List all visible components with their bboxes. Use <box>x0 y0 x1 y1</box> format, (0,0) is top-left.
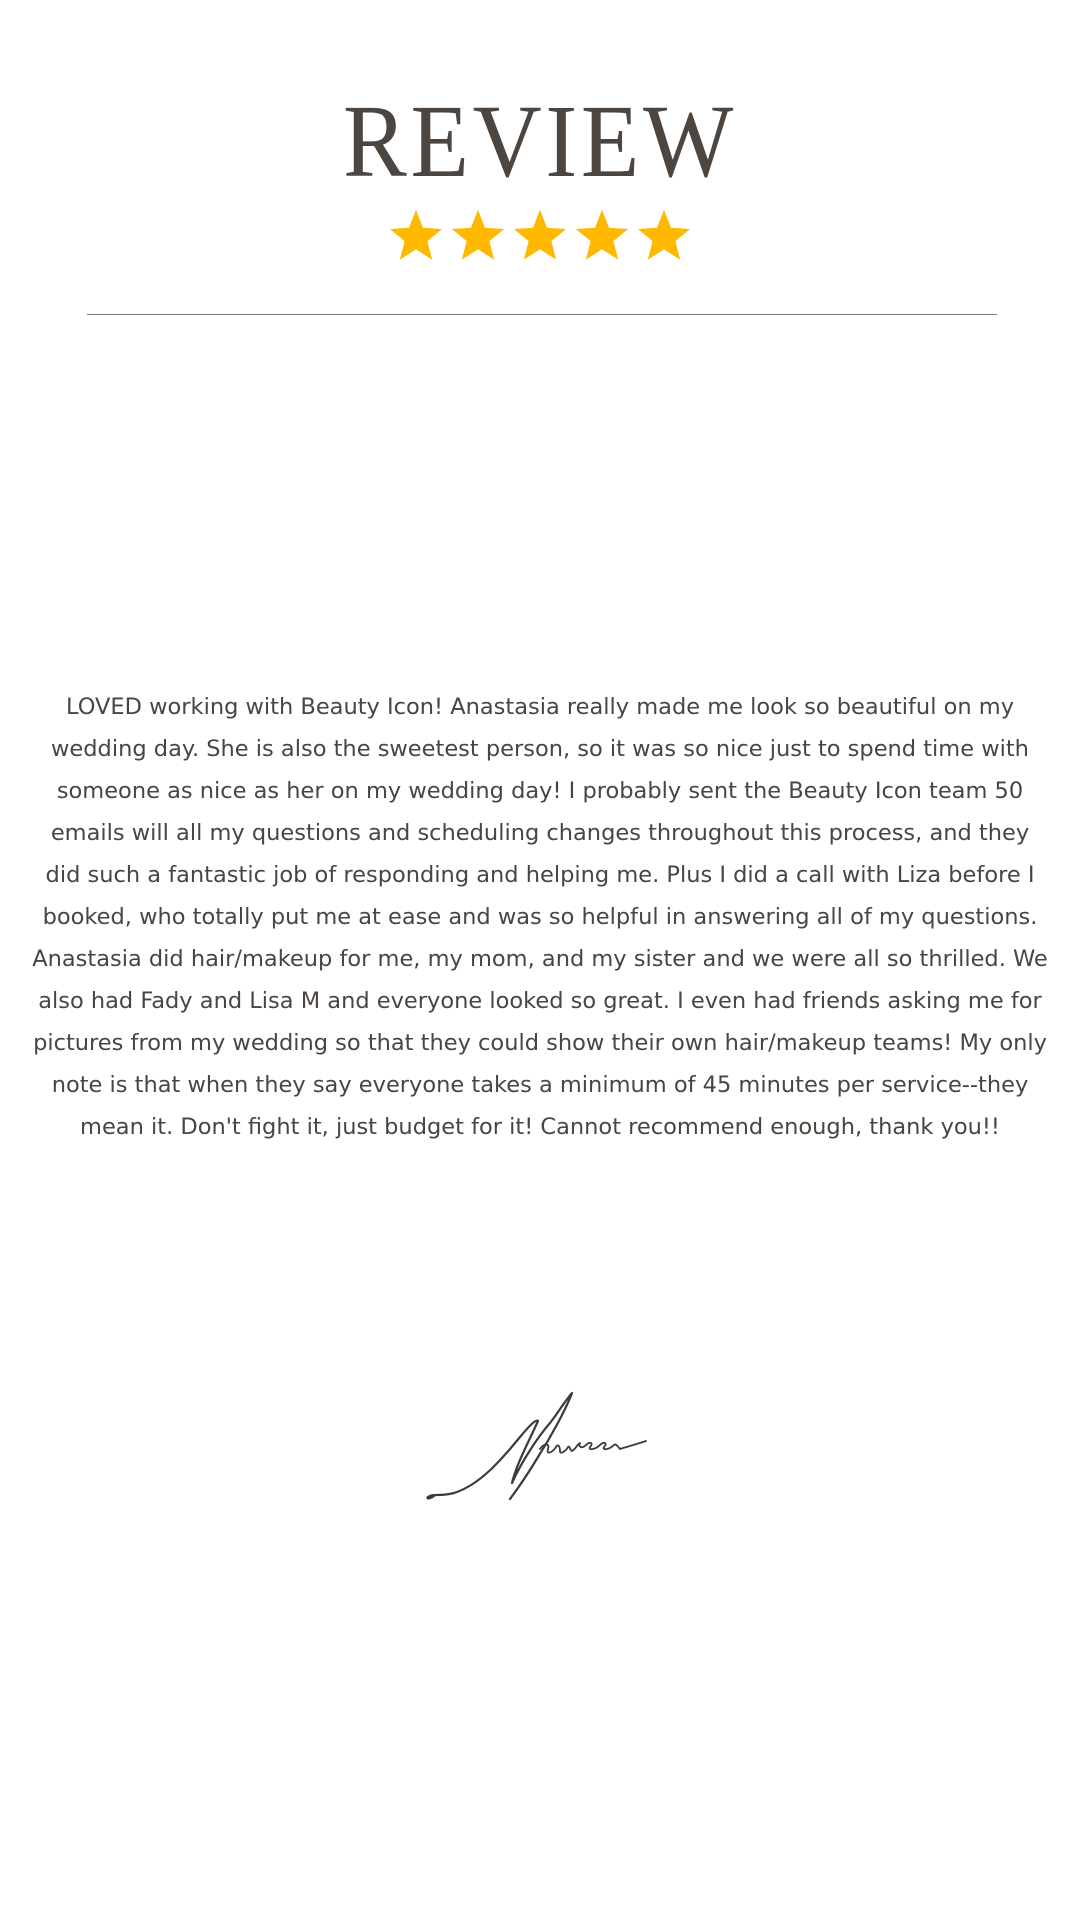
star-icon <box>449 207 507 265</box>
star-icon <box>573 207 631 265</box>
review-text: LOVED working with Beauty Icon! Anastasia really made me look so beautiful on my wedding day. She is also the sweetest person, so it was so nice just to spend time with someone as nice as her on my wedding day! I probably sent the Beauty Icon team 50 emails will all my questions and scheduling changes throughout this process, and they did such a fantastic job of responding and helping me. Plus I did a call with Liza before I booked, who totally put me at ease and was so helpful in answering all of my questions. Anastasia did hair/makeup for me, my mom, and my sister and we were all so thrilled. We also had Fady and Lisa M and everyone looked so great. I even had friends asking me for pictures from my wedding so that they could show their own hair/makeup teams! My only note is that when they say everyone takes a minimum of 45 minutes per service--they mean it. Don't fight it, just budget for it! Cannot recommend enough, thank you!! <box>32 694 1048 1140</box>
star-rating <box>0 207 1080 265</box>
divider <box>87 314 997 315</box>
star-icon <box>387 207 445 265</box>
signature <box>420 1385 680 1505</box>
page-title: REVIEW <box>342 84 738 199</box>
star-icon <box>511 207 569 265</box>
star-icon <box>635 207 693 265</box>
